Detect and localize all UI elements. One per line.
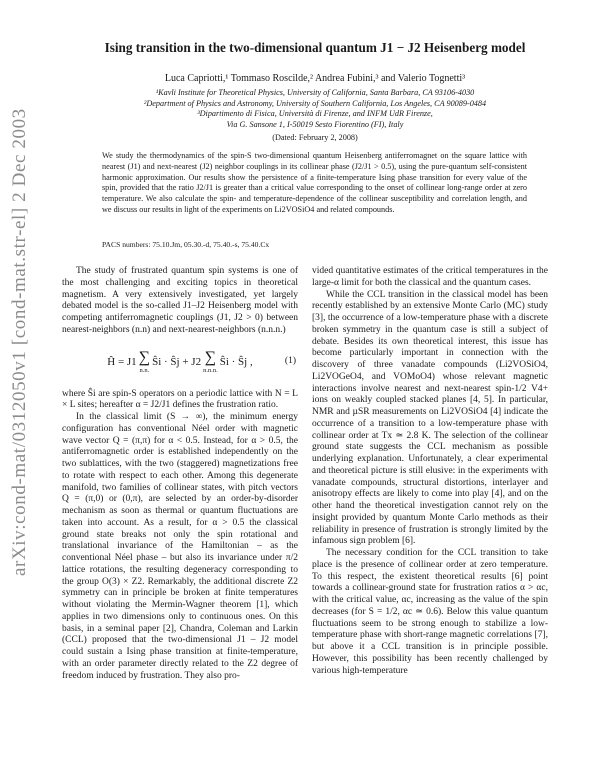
abstract: We study the thermodynamics of the spin-S two-dimensional quantum Heisenberg antiferromagnet on the square lattice with nearest (J1) and next-nearest (J2) neighbor couplings in its collinear phase (J2/J1 > 0.5), using the pure-quantum self-consistent harmonic approximation. Our results show the persistence of a finite-temperature Ising phase transition for every value of the spin, provided that the ratio J2/J1 is greater than a critical value corresponding to the onset of collinear long-range order at zero temperature. We also calculate the spin- and temperature-dependence of the collinear susceptibility and correlation length, and we discuss our results in light of the experiments on Li2VOSiO4 and related compounds. [102,151,527,214]
equation-term: Ŝi · Ŝj + J2 [152,355,202,368]
body-paragraph: In the classical limit (S → ∞), the minimum energy configuration has conventional Néel order with magnetic wave vector Q = (π,π) for α < 0.5. Instead, for α > 0.5, the antiferromagnetic order is established independently on the two sublattices, with the two (staggered) magnetizations free to rotate with respect to each other. Among this degenerate manifold, two families of collinear states, with pitch vectors Q = (π,0) or (0,π), are selected by an order-by-disorder mechanism as soon as thermal or quantum fluctuations are taken into account. As a result, for α > 0.5 the classical ground state breaks not only the spin rotational and translational invariance of the Hamiltonian – as the conventional Néel phase – but also its invariance under π/2 lattice rotations, the resulting degeneracy corresponding to the group O(3) × Z2. Remarkably, the additional discrete Z2 symmetry can in principle be broken at finite temperatures without violating the Mermin-Wagner theorem [1], which applies in two dimensions only to continuous ones. On this basis, in a seminal paper [2], Chandra, Coleman and Larkin (CCL) proposed that the two-dimensional J1 – J2 model could sustain a Ising phase transition at finite-temperature, with an order parameter directly related to the Z2 degree of freedom induced by frustration. They also pro- [62,412,298,681]
affiliation-1: ¹Kavli Institute for Theoretical Physics, University of California, Santa Barbara, CA 93106-4030 [155,88,475,97]
body-paragraph: The necessary condition for the CCL transition to take place is the presence of collinear order at zero temperature. To this respect, the existent theoretical results [6] point towards a collinear-ground state for frustration ratios α > αc, with the critical value, αc, increasing as the value of the spin decreases (for S = 1/2, αc ≃ 0.6). Below this value quantum fluctuations seem to be strong enough to stabilize a low-temperature phase with short-range magnetic correlations [7], but above it a CCL transition is in principle possible. However, this possibility has been recently challenged by various high-temperature [312,548,548,676]
equation-term: Ĥ = J1 [107,355,137,368]
equation-term: Ŝi · Ŝj , [219,355,253,368]
left-column [62,266,298,682]
arxiv-identifier: arXiv:cond-mat/0312050v1 [cond-mat.str-el] 2 Dec 2003 [9,108,30,576]
affiliation-3-address: Via G. Sansone 1, I-50019 Sesto Fiorentino (FI), Italy [226,119,404,129]
summation-symbol: ∑ n.n. [138,348,151,374]
summation-subscript: n.n. [139,366,150,374]
date-line: (Dated: February 2, 2008) [272,133,358,142]
body-paragraph: vided quantitative estimates of the critical temperatures in the large-α limit for both the classical and the quantum cases. [312,266,548,288]
affiliations [70,88,560,130]
body-paragraph: The study of frustrated quantum spin systems is one of the most challenging and exciting topics in theoretical magnetism. A very extensively investigated, yet largely debated model is the so-called J1–J2 Heisenberg model with competing antiferromagnetic couplings (J1, J2 > 0) between nearest-neighbors (n.n) and next-nearest-neighbors (n.n.n.) [62,266,298,335]
equation-number: (1) [284,355,296,366]
paper-title: Ising transition in the two-dimensional quantum J1 − J2 Heisenberg model [104,40,526,55]
summation-symbol: ∑ n.n.n. [203,348,218,374]
author-list: Luca Capriotti,¹ Tommaso Roscilde,² Andrea Fubini,³ and Valerio Tognetti³ [164,73,466,84]
body-paragraph: While the CCL transition in the classical model has been recently established by an extensive Monte Carlo (MC) study [3], the occurrence of a low-temperature phase with a discrete broken symmetry in the quantum case is still a subject of debate. Besides its own theoretical interest, this issue has become particularly important in connection with the discovery of three vanadate compounds (Li2VOSiO4, Li2VOGeO4, and VOMoO4) whose relevant magnetic interactions involve nearest and next-nearest spin-1/2 V4+ ions on weakly coupled stacked planes [4, 5]. In particular, NMR and µSR measurements on Li2VOSiO4 [4] indicate the occurrence of a transition to a low-temperature phase with collinear order at Tx ≃ 2.8 K. The selection of the collinear ground state suggests the CCL mechanism as possible underlying explanation. Unfortunately, a clear experimental and theoretical picture is still elusive: in the experiments with vanadate compounds, structural distortions, interlayer and anisotropy effects are likely to come into play [4], and on the other hand the theoretical investigation cannot rely on the insight provided by quantum Monte Carlo methods as their reliability in presence of frustration is strongly limited by the infamous sign problem [6]. [312,289,548,547]
right-column [312,266,548,677]
affiliation-2: ²Department of Physics and Astronomy, University of Southern California, Los Angeles, CA 90089-0484 [143,98,487,108]
equation-1 [62,339,298,387]
body-paragraph: where Ŝi are spin-S operators on a periodic lattice with N = L × L sites; hereafter α = J2/J1 defines the frustration ratio. [62,388,298,411]
affiliation-3: ³Dipartimento di Fisica, Università di Firenze, and INFM UdR Firenze, [197,109,433,119]
summation-subscript: n.n.n. [203,366,218,374]
pacs-numbers: PACS numbers: 75.10.Jm, 05.30.-d, 75.40.-s, 75.40.Cx [102,240,270,249]
